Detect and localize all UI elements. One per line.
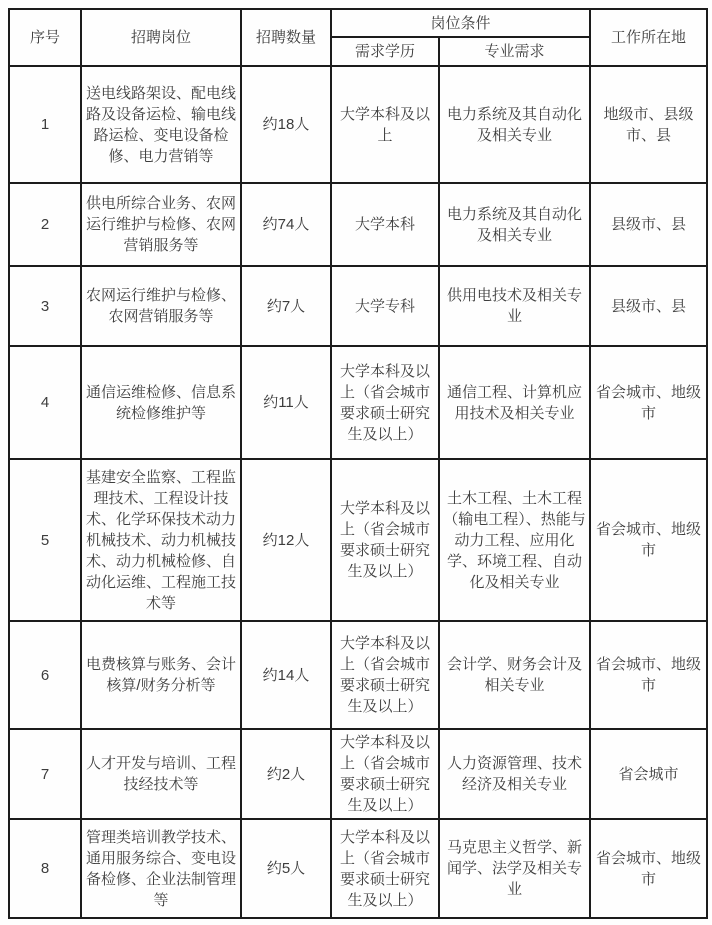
cell-education: 大学本科	[331, 183, 439, 266]
cell-location: 省会城市、地级市	[590, 346, 707, 459]
cell-education: 大学本科及以上（省会城市要求硕士研究生及以上）	[331, 459, 439, 621]
cell-location: 省会城市、地级市	[590, 621, 707, 729]
cell-major: 会计学、财务会计及相关专业	[439, 621, 590, 729]
header-seq: 序号	[9, 9, 81, 66]
table-row	[9, 819, 707, 918]
table-row	[9, 266, 707, 346]
cell-education: 大学专科	[331, 266, 439, 346]
cell-position: 人才开发与培训、工程技经技术等	[81, 729, 241, 819]
cell-position: 通信运维检修、信息系统检修维护等	[81, 346, 241, 459]
cell-position: 管理类培训教学技术、通用服务综合、变电设备检修、企业法制管理等	[81, 819, 241, 918]
cell-major: 通信工程、计算机应用技术及相关专业	[439, 346, 590, 459]
table-row	[9, 729, 707, 819]
cell-position: 电费核算与账务、会计核算/财务分析等	[81, 621, 241, 729]
cell-major: 马克思主义哲学、新闻学、法学及相关专业	[439, 819, 590, 918]
cell-location: 县级市、县	[590, 266, 707, 346]
cell-location: 地级市、县级市、县	[590, 66, 707, 183]
cell-position: 送电线路架设、配电线路及设备运检、输电线路运检、变电设备检修、电力营销等	[81, 66, 241, 183]
header-row-1	[9, 9, 707, 37]
header-position: 招聘岗位	[81, 9, 241, 66]
header-conditions: 岗位条件	[331, 9, 590, 37]
cell-major: 电力系统及其自动化及相关专业	[439, 183, 590, 266]
cell-major: 供用电技术及相关专业	[439, 266, 590, 346]
table-row	[9, 183, 707, 266]
cell-count: 约14人	[241, 621, 331, 729]
cell-seq: 4	[9, 346, 81, 459]
cell-location: 县级市、县	[590, 183, 707, 266]
cell-seq: 8	[9, 819, 81, 918]
table-row	[9, 621, 707, 729]
cell-major: 电力系统及其自动化及相关专业	[439, 66, 590, 183]
cell-education: 大学本科及以上（省会城市要求硕士研究生及以上）	[331, 819, 439, 918]
cell-count: 约12人	[241, 459, 331, 621]
cell-education: 大学本科及以上（省会城市要求硕士研究生及以上）	[331, 729, 439, 819]
cell-education: 大学本科及以上	[331, 66, 439, 183]
cell-count: 约5人	[241, 819, 331, 918]
cell-seq: 2	[9, 183, 81, 266]
cell-seq: 5	[9, 459, 81, 621]
cell-position: 供电所综合业务、农网运行维护与检修、农网营销服务等	[81, 183, 241, 266]
cell-seq: 6	[9, 621, 81, 729]
cell-count: 约18人	[241, 66, 331, 183]
cell-count: 约2人	[241, 729, 331, 819]
header-location: 工作所在地	[590, 9, 707, 66]
table-row	[9, 346, 707, 459]
cell-seq: 1	[9, 66, 81, 183]
cell-seq: 7	[9, 729, 81, 819]
table-row	[9, 459, 707, 621]
header-count: 招聘数量	[241, 9, 331, 66]
table-row	[9, 66, 707, 183]
recruitment-table	[8, 8, 708, 919]
header-education: 需求学历	[331, 37, 439, 66]
header-major: 专业需求	[439, 37, 590, 66]
cell-location: 省会城市、地级市	[590, 819, 707, 918]
cell-position: 基建安全监察、工程监理技术、工程设计技术、化学环保技术动力机械技术、动力机械技术、动力机械检修、自动化运维、工程施工技术等	[81, 459, 241, 621]
cell-count: 约11人	[241, 346, 331, 459]
cell-education: 大学本科及以上（省会城市要求硕士研究生及以上）	[331, 621, 439, 729]
cell-count: 约74人	[241, 183, 331, 266]
cell-count: 约7人	[241, 266, 331, 346]
cell-seq: 3	[9, 266, 81, 346]
cell-education: 大学本科及以上（省会城市要求硕士研究生及以上）	[331, 346, 439, 459]
cell-major: 土木工程、土木工程（输电工程）、热能与动力工程、应用化学、环境工程、自动化及相关专业	[439, 459, 590, 621]
cell-position: 农网运行维护与检修、农网营销服务等	[81, 266, 241, 346]
cell-major: 人力资源管理、技术经济及相关专业	[439, 729, 590, 819]
cell-location: 省会城市	[590, 729, 707, 819]
cell-location: 省会城市、地级市	[590, 459, 707, 621]
